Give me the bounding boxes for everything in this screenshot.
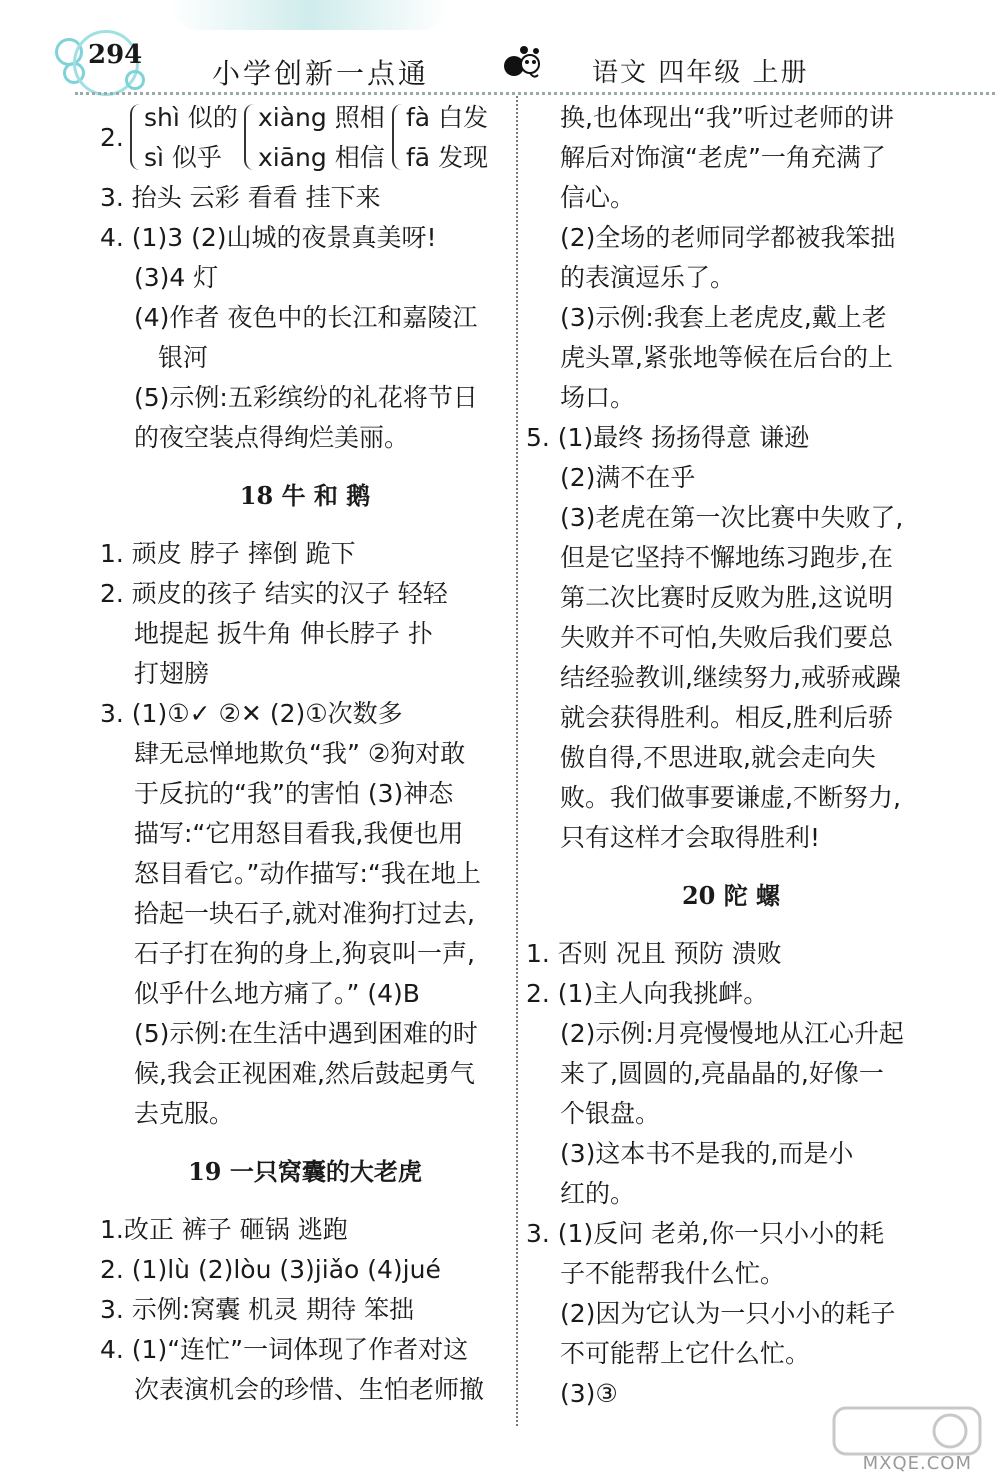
answer-line: 石子打在狗的身上,狗哀叫一声, <box>134 939 475 968</box>
header-decoration <box>170 0 450 30</box>
answer-line: 不可能帮上它什么忙。 <box>560 1339 811 1368</box>
answer-line: (2)示例:月亮慢慢地从江心升起 <box>560 1019 904 1048</box>
answer-line: 虎头罩,紧张地等候在后台的上 <box>560 343 893 372</box>
answer-line: 就会获得胜利。相反,胜利后骄 <box>560 703 893 732</box>
answer-line: 2. 顽皮的孩子 结实的汉子 轻轻 <box>100 579 448 608</box>
answer-line: 于反抗的“我”的害怕 (3)神态 <box>134 779 454 808</box>
answer-line: 2. (1)lù (2)lòu (3)jiǎo (4)jué <box>100 1255 441 1284</box>
answer-line: 子不能帮我什么忙。 <box>560 1259 786 1288</box>
pinyin-group-xiang <box>258 98 385 178</box>
answer-line: (2)全场的老师同学都被我笨拙 <box>560 223 896 252</box>
pinyin-question <box>100 98 510 178</box>
pinyin-item: sì 似乎 <box>144 143 222 172</box>
answer-line: 来了,圆圆的,亮晶晶的,好像一 <box>560 1059 884 1088</box>
answer-line: (5)示例:五彩缤纷的礼花将节日 <box>134 383 478 412</box>
pinyin-group-fa <box>406 98 488 178</box>
answer-line: 换,也体现出“我”听过老师的讲 <box>560 103 894 132</box>
pinyin-item: fà 白发 <box>406 103 489 132</box>
answer-line: 1.改正 裤子 砸锅 逃跑 <box>100 1215 348 1244</box>
answer-line: (2)满不在乎 <box>560 463 696 492</box>
answer-line: 失败并不可怕,失败后我们要总 <box>560 623 893 652</box>
answer-line: 1. 否则 况且 预防 溃败 <box>526 939 782 968</box>
answer-line: 第二次比赛时反败为胜,这说明 <box>560 583 893 612</box>
answer-line: 场口。 <box>560 383 636 412</box>
watermark-text: MXQE.COM <box>862 1453 972 1474</box>
answer-line: (3)老虎在第一次比赛中失败了, <box>560 503 904 532</box>
answer-line: 红的。 <box>560 1179 636 1208</box>
answer-line: 候,我会正视困难,然后鼓起勇气 <box>134 1059 475 1088</box>
answer-line: (3)示例:我套上老虎皮,戴上老 <box>560 303 887 332</box>
answer-line: 拾起一块石子,就对准狗打过去, <box>134 899 475 928</box>
answer-line: 结经验教训,继续努力,戒骄戒躁 <box>560 663 901 692</box>
answer-line: 肆无忌惮地欺负“我” ②狗对敢 <box>134 739 466 768</box>
answer-line: 3. 抬头 云彩 看看 挂下来 <box>100 183 381 212</box>
answer-line: 银河 <box>158 343 209 372</box>
answer-line: 4. (1)3 (2)山城的夜景真美呀! <box>100 223 437 252</box>
pinyin-group-si <box>144 98 238 178</box>
answer-line: (5)示例:在生活中遇到困难的时 <box>134 1019 478 1048</box>
answer-line: 地提起 扳牛角 伸长脖子 扑 <box>134 619 433 648</box>
answer-line: (2)因为它认为一只小小的耗子 <box>560 1299 896 1328</box>
answer-line: 次表演机会的珍惜、生怕老师撤 <box>134 1375 485 1404</box>
subject-label: 语文 四年级 上册 <box>592 58 809 88</box>
answer-line: (3)这本书不是我的,而是小 <box>560 1139 854 1168</box>
answer-line: 1. 顽皮 脖子 摔倒 跪下 <box>100 539 356 568</box>
answer-line: 的夜空装点得绚烂美丽。 <box>134 423 410 452</box>
section-title-19: 19 一只窝囊的大老虎 <box>188 1157 422 1186</box>
answer-line: 信心。 <box>560 183 636 212</box>
header-divider <box>75 92 995 95</box>
left-column <box>100 98 510 1410</box>
answer-line: 只有这样才会取得胜利! <box>560 823 821 852</box>
pinyin-item: shì 似的 <box>144 103 238 132</box>
section-title-18: 18 牛 和 鹅 <box>239 481 371 510</box>
panda-icon <box>500 42 546 84</box>
answer-line: 但是它坚持不懈地练习跑步,在 <box>560 543 893 572</box>
answer-line: 3. 示例:窝囊 机灵 期待 笨拙 <box>100 1295 415 1324</box>
pinyin-item: xiàng 照相 <box>258 103 385 132</box>
right-column <box>526 98 936 1414</box>
answer-line: 败。我们做事要谦虚,不断努力, <box>560 783 901 812</box>
answer-line: 的表演逗乐了。 <box>560 263 736 292</box>
answer-line: 5. (1)最终 扬扬得意 谦逊 <box>526 423 810 452</box>
question-number: 2. <box>100 123 124 152</box>
answer-line: 打翅膀 <box>134 659 210 688</box>
answer-line: 怒目看它。”动作描写:“我在地上 <box>134 859 481 888</box>
section-title-20: 20 陀 螺 <box>681 881 781 910</box>
answer-line: 2. (1)主人向我挑衅。 <box>526 979 769 1008</box>
answer-line: 傲自得,不思进取,就会走向失 <box>560 743 876 772</box>
column-divider <box>516 96 518 1426</box>
answer-line: 4. (1)“连忙”一词体现了作者对这 <box>100 1335 469 1364</box>
answer-line: 3. (1)反问 老弟,你一只小小的耗 <box>526 1219 885 1248</box>
answer-line: 个银盘。 <box>560 1099 661 1128</box>
answer-line: (3)③ <box>560 1379 618 1408</box>
page-header <box>0 0 1000 100</box>
page-number: 294 <box>88 40 143 70</box>
book-title: 小学创新一点通 <box>212 57 430 90</box>
pinyin-item: fā 发现 <box>406 143 489 172</box>
answer-line: 去克服。 <box>134 1099 235 1128</box>
pinyin-item: xiāng 相信 <box>258 143 385 172</box>
answer-line: 3. (1)①✓ ②✕ (2)①次数多 <box>100 699 403 728</box>
answer-line: 似乎什么地方痛了。” (4)B <box>134 979 420 1008</box>
answer-line: (4)作者 夜色中的长江和嘉陵江 <box>134 303 478 332</box>
answer-line: 解后对饰演“老虎”一角充满了 <box>560 143 886 172</box>
answer-line: (3)4 灯 <box>134 263 219 292</box>
answer-line: 描写:“它用怒目看我,我便也用 <box>134 819 464 848</box>
